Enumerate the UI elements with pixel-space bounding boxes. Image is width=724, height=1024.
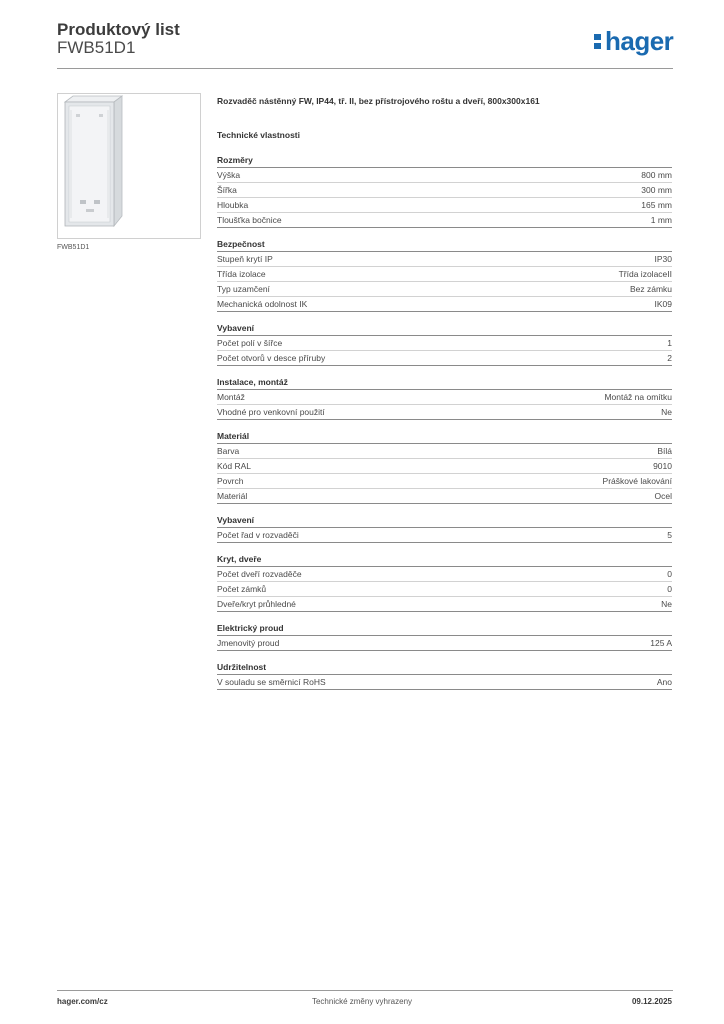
spec-row xyxy=(217,567,672,582)
spec-section xyxy=(217,430,672,504)
spec-section xyxy=(217,154,672,228)
spec-label: Dveře/kryt průhledné xyxy=(217,599,296,609)
spec-label: Počet dveří rozvaděče xyxy=(217,569,302,579)
spec-row xyxy=(217,267,672,282)
footer-website-link[interactable]: hager.com/cz xyxy=(57,997,108,1006)
spec-section xyxy=(217,661,672,690)
spec-row xyxy=(217,675,672,690)
spec-row xyxy=(217,528,672,543)
spec-row xyxy=(217,282,672,297)
spec-value: 2 xyxy=(667,353,672,363)
hager-logo[interactable] xyxy=(593,26,673,56)
section-title: Vybavení xyxy=(217,514,672,528)
spec-value: 165 mm xyxy=(641,200,672,210)
product-image xyxy=(57,93,201,239)
section-title: Bezpečnost xyxy=(217,238,672,252)
spec-row xyxy=(217,168,672,183)
spec-value: 0 xyxy=(667,569,672,579)
spec-label: Výška xyxy=(217,170,241,180)
spec-value: Montáž na omítku xyxy=(604,392,672,402)
spec-value: Ne xyxy=(661,407,672,417)
section-title: Elektrický proud xyxy=(217,622,672,636)
footer-divider xyxy=(57,990,673,991)
tech-properties-heading: Technické vlastnosti xyxy=(217,130,300,140)
logo-text: hager xyxy=(605,26,674,56)
spec-row xyxy=(217,351,672,366)
spec-label: Barva xyxy=(217,446,240,456)
spec-label: Počet zámků xyxy=(217,584,267,594)
spec-value: Ano xyxy=(656,677,672,687)
spec-label: Šířka xyxy=(217,185,237,195)
spec-value: 125 A xyxy=(650,638,672,648)
spec-row xyxy=(217,336,672,351)
footer-date: 09.12.2025 xyxy=(631,997,672,1006)
spec-value: 1 xyxy=(667,338,672,348)
spec-value: 5 xyxy=(667,530,672,540)
spec-section xyxy=(217,553,672,612)
spec-section xyxy=(217,238,672,312)
spec-label: Stupeň krytí IP xyxy=(217,254,273,264)
spec-label: Povrch xyxy=(217,476,244,486)
spec-value: Bez zámku xyxy=(629,284,672,294)
spec-value: 1 mm xyxy=(650,215,672,225)
spec-label: Hloubka xyxy=(217,200,249,210)
spec-label: Mechanická odolnost IK xyxy=(217,299,308,309)
section-title: Materiál xyxy=(217,430,672,444)
section-title: Udržitelnost xyxy=(217,661,672,675)
section-title: Kryt, dveře xyxy=(217,553,672,567)
spec-label: Počet řad v rozvaděči xyxy=(217,530,299,540)
spec-row xyxy=(217,444,672,459)
spec-value: 800 mm xyxy=(641,170,672,180)
spec-value: Třída izolaceII xyxy=(618,269,672,279)
spec-label: Vhodné pro venkovní použití xyxy=(217,407,325,417)
section-title: Instalace, montáž xyxy=(217,376,672,390)
spec-row xyxy=(217,198,672,213)
spec-label: Tloušťka bočnice xyxy=(217,215,282,225)
spec-row xyxy=(217,213,672,228)
spec-value: 9010 xyxy=(653,461,672,471)
product-code: FWB51D1 xyxy=(57,38,136,57)
spec-row xyxy=(217,582,672,597)
spec-value: Ocel xyxy=(654,491,672,501)
spec-label: Materiál xyxy=(217,491,248,501)
spec-row xyxy=(217,405,672,420)
footer-disclaimer: Technické změny vyhrazeny xyxy=(311,997,413,1006)
spec-row xyxy=(217,252,672,267)
spec-section xyxy=(217,322,672,366)
spec-row xyxy=(217,297,672,312)
image-caption: FWB51D1 xyxy=(57,244,90,251)
product-description: Rozvaděč nástěnný FW, IP44, tř. II, bez přístrojového roštu a dveří, 800x300x161 xyxy=(217,96,540,106)
spec-row xyxy=(217,636,672,651)
spec-value: 0 xyxy=(667,584,672,594)
section-title: Rozměry xyxy=(217,154,672,168)
cabinet-illustration-icon xyxy=(58,94,200,238)
spec-label: Montáž xyxy=(217,392,245,402)
logo-dots-icon xyxy=(593,30,603,52)
spec-label: Počet otvorů v desce příruby xyxy=(217,353,326,363)
spec-value: 300 mm xyxy=(641,185,672,195)
spec-row xyxy=(217,474,672,489)
spec-value: Práškové lakování xyxy=(602,476,672,486)
spec-label: Typ uzamčení xyxy=(217,284,270,294)
spec-label: Počet polí v šířce xyxy=(217,338,283,348)
spec-section xyxy=(217,514,672,543)
page-title: Produktový list xyxy=(57,20,180,39)
spec-row xyxy=(217,390,672,405)
spec-value: Bílá xyxy=(657,446,672,456)
spec-value: Ne xyxy=(661,599,672,609)
spec-label: Třída izolace xyxy=(217,269,266,279)
spec-content xyxy=(217,96,672,690)
spec-label: Jmenovitý proud xyxy=(217,638,280,648)
spec-row xyxy=(217,597,672,612)
section-title: Vybavení xyxy=(217,322,672,336)
spec-label: Kód RAL xyxy=(217,461,252,471)
spec-section xyxy=(217,622,672,651)
spec-sections xyxy=(217,154,672,690)
spec-row xyxy=(217,459,672,474)
spec-row xyxy=(217,489,672,504)
spec-row xyxy=(217,183,672,198)
spec-value: IP30 xyxy=(654,254,672,264)
spec-section xyxy=(217,376,672,420)
header-divider xyxy=(57,68,673,69)
spec-label: V souladu se směrnicí RoHS xyxy=(217,677,326,687)
spec-value: IK09 xyxy=(654,299,672,309)
